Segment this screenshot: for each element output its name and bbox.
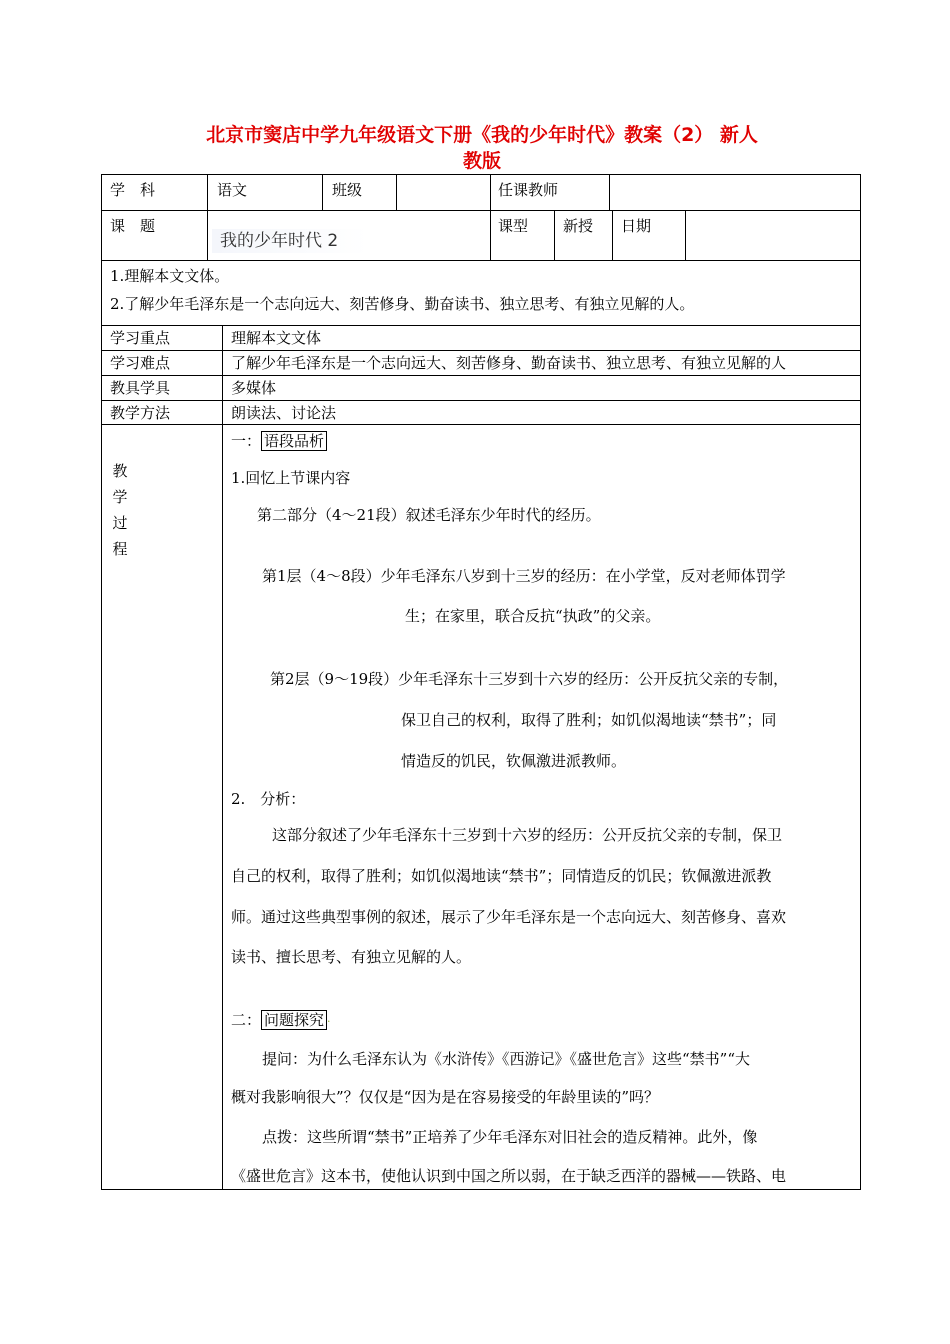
hint-line-1: 点拨：这些所谓“禁书”正培养了少年毛泽东对旧社会的造反精神。此外，像	[262, 1128, 758, 1146]
document-title-line-2: 教版	[462, 150, 501, 172]
section-2-prefix: 二：	[231, 1011, 262, 1029]
table-rule	[101, 400, 861, 401]
layer-1-line-2: 生；在家里，联合反抗“执政”的父亲。	[405, 607, 661, 625]
question-line-2: 概对我影响很大”？仅仅是“因为是在容易接受的年龄里读的”吗？	[231, 1088, 660, 1106]
layer-1-line-1: 第1层（4～8段）少年毛泽东八岁到十三岁的经历：在小学堂，反对老师体罚学	[262, 567, 786, 585]
item-1: 1.回忆上节课内容	[231, 469, 351, 487]
key-point-value: 理解本文文体	[231, 329, 322, 347]
table-rule	[396, 174, 397, 210]
item-2: 2. 分析：	[231, 790, 306, 808]
analysis-line-4: 读书、擅长思考、有独立见解的人。	[231, 948, 472, 966]
date-label: 日期	[621, 217, 652, 235]
method-value: 朗读法、讨论法	[231, 404, 337, 422]
table-rule	[101, 210, 861, 211]
table-rule	[222, 325, 223, 1190]
document-title-line-1: 北京市窦店中学九年级语文下册《我的少年时代》教案（2） 新人	[206, 124, 758, 146]
section-1-title: 语段品析	[261, 431, 327, 451]
subject-value: 语文	[217, 181, 248, 199]
hint-line-2: 《盛世危言》这本书，使他认识到中国之所以弱，在于缺乏西洋的器械——铁路、电	[231, 1167, 787, 1185]
objective-2: 2.了解少年毛泽东是一个志向远大、刻苦修身、勤奋读书、独立思考、有独立见解的人。	[110, 295, 695, 313]
table-rule	[685, 210, 686, 260]
analysis-line-2: 自己的权利，取得了胜利；如饥似渴地读“禁书”；同情造反的饥民；钦佩激进派教	[231, 867, 772, 885]
analysis-line-3: 师。通过这些典型事例的叙述，展示了少年毛泽东是一个志向远大、刻苦修身、喜欢	[231, 908, 787, 926]
process-label-char: 过	[112, 514, 128, 532]
section-2-title: 问题探究	[261, 1010, 327, 1030]
part-2-summary: 第二部分（4～21段）叙述毛泽东少年时代的经历。	[257, 506, 601, 524]
analysis-line-1: 这部分叙述了少年毛泽东十三岁到十六岁的经历：公开反抗父亲的专制，保卫	[272, 826, 783, 844]
layer-2-line-1: 第2层（9～19段）少年毛泽东十三岁到十六岁的经历：公开反抗父亲的专制，	[270, 670, 789, 688]
table-rule	[101, 375, 861, 376]
class-label: 班级	[332, 181, 363, 199]
section-1-prefix: 一：	[231, 432, 262, 450]
teacher-label: 任课教师	[498, 181, 559, 199]
difficulty-value: 了解少年毛泽东是一个志向远大、刻苦修身、勤奋读书、独立思考、有独立见解的人	[231, 354, 787, 372]
lesson-type-value: 新授	[563, 217, 594, 235]
layer-2-line-2: 保卫自己的权利，取得了胜利；如饥似渴地读“禁书”；同	[401, 711, 777, 729]
process-label-char: 程	[112, 540, 128, 558]
table-rule	[609, 174, 610, 210]
process-label-char: 学	[112, 488, 128, 506]
subject-label: 学 科	[110, 181, 156, 199]
table-rule	[101, 350, 861, 351]
section-2-heading	[231, 1010, 331, 1032]
document-title	[100, 122, 864, 174]
table-rule	[207, 174, 208, 260]
process-label-char: 教	[112, 462, 128, 480]
table-rule	[101, 325, 861, 326]
tools-value: 多媒体	[231, 379, 277, 397]
lesson-type-label: 课型	[498, 217, 529, 235]
table-rule	[612, 210, 613, 260]
objective-1: 1.理解本文文体。	[110, 267, 230, 285]
table-rule	[490, 174, 491, 260]
section-1-heading	[231, 431, 327, 451]
dot-mark: ·	[327, 1015, 331, 1028]
topic-label: 课 题	[110, 217, 156, 235]
table-rule	[101, 424, 861, 425]
table-rule	[101, 260, 861, 261]
method-label: 教学方法	[110, 404, 171, 422]
difficulty-label: 学习难点	[110, 354, 171, 372]
key-point-label: 学习重点	[110, 329, 171, 347]
question-line-1: 提问：为什么毛泽东认为《水浒传》《西游记》《盛世危言》这些“禁书”“大	[262, 1050, 751, 1068]
topic-value: 我的少年时代 2	[212, 229, 368, 253]
table-rule	[554, 210, 555, 260]
table-rule	[322, 174, 323, 210]
layer-2-line-3: 情造反的饥民，钦佩激进派教师。	[401, 752, 627, 770]
tools-label: 教具学具	[110, 379, 171, 397]
